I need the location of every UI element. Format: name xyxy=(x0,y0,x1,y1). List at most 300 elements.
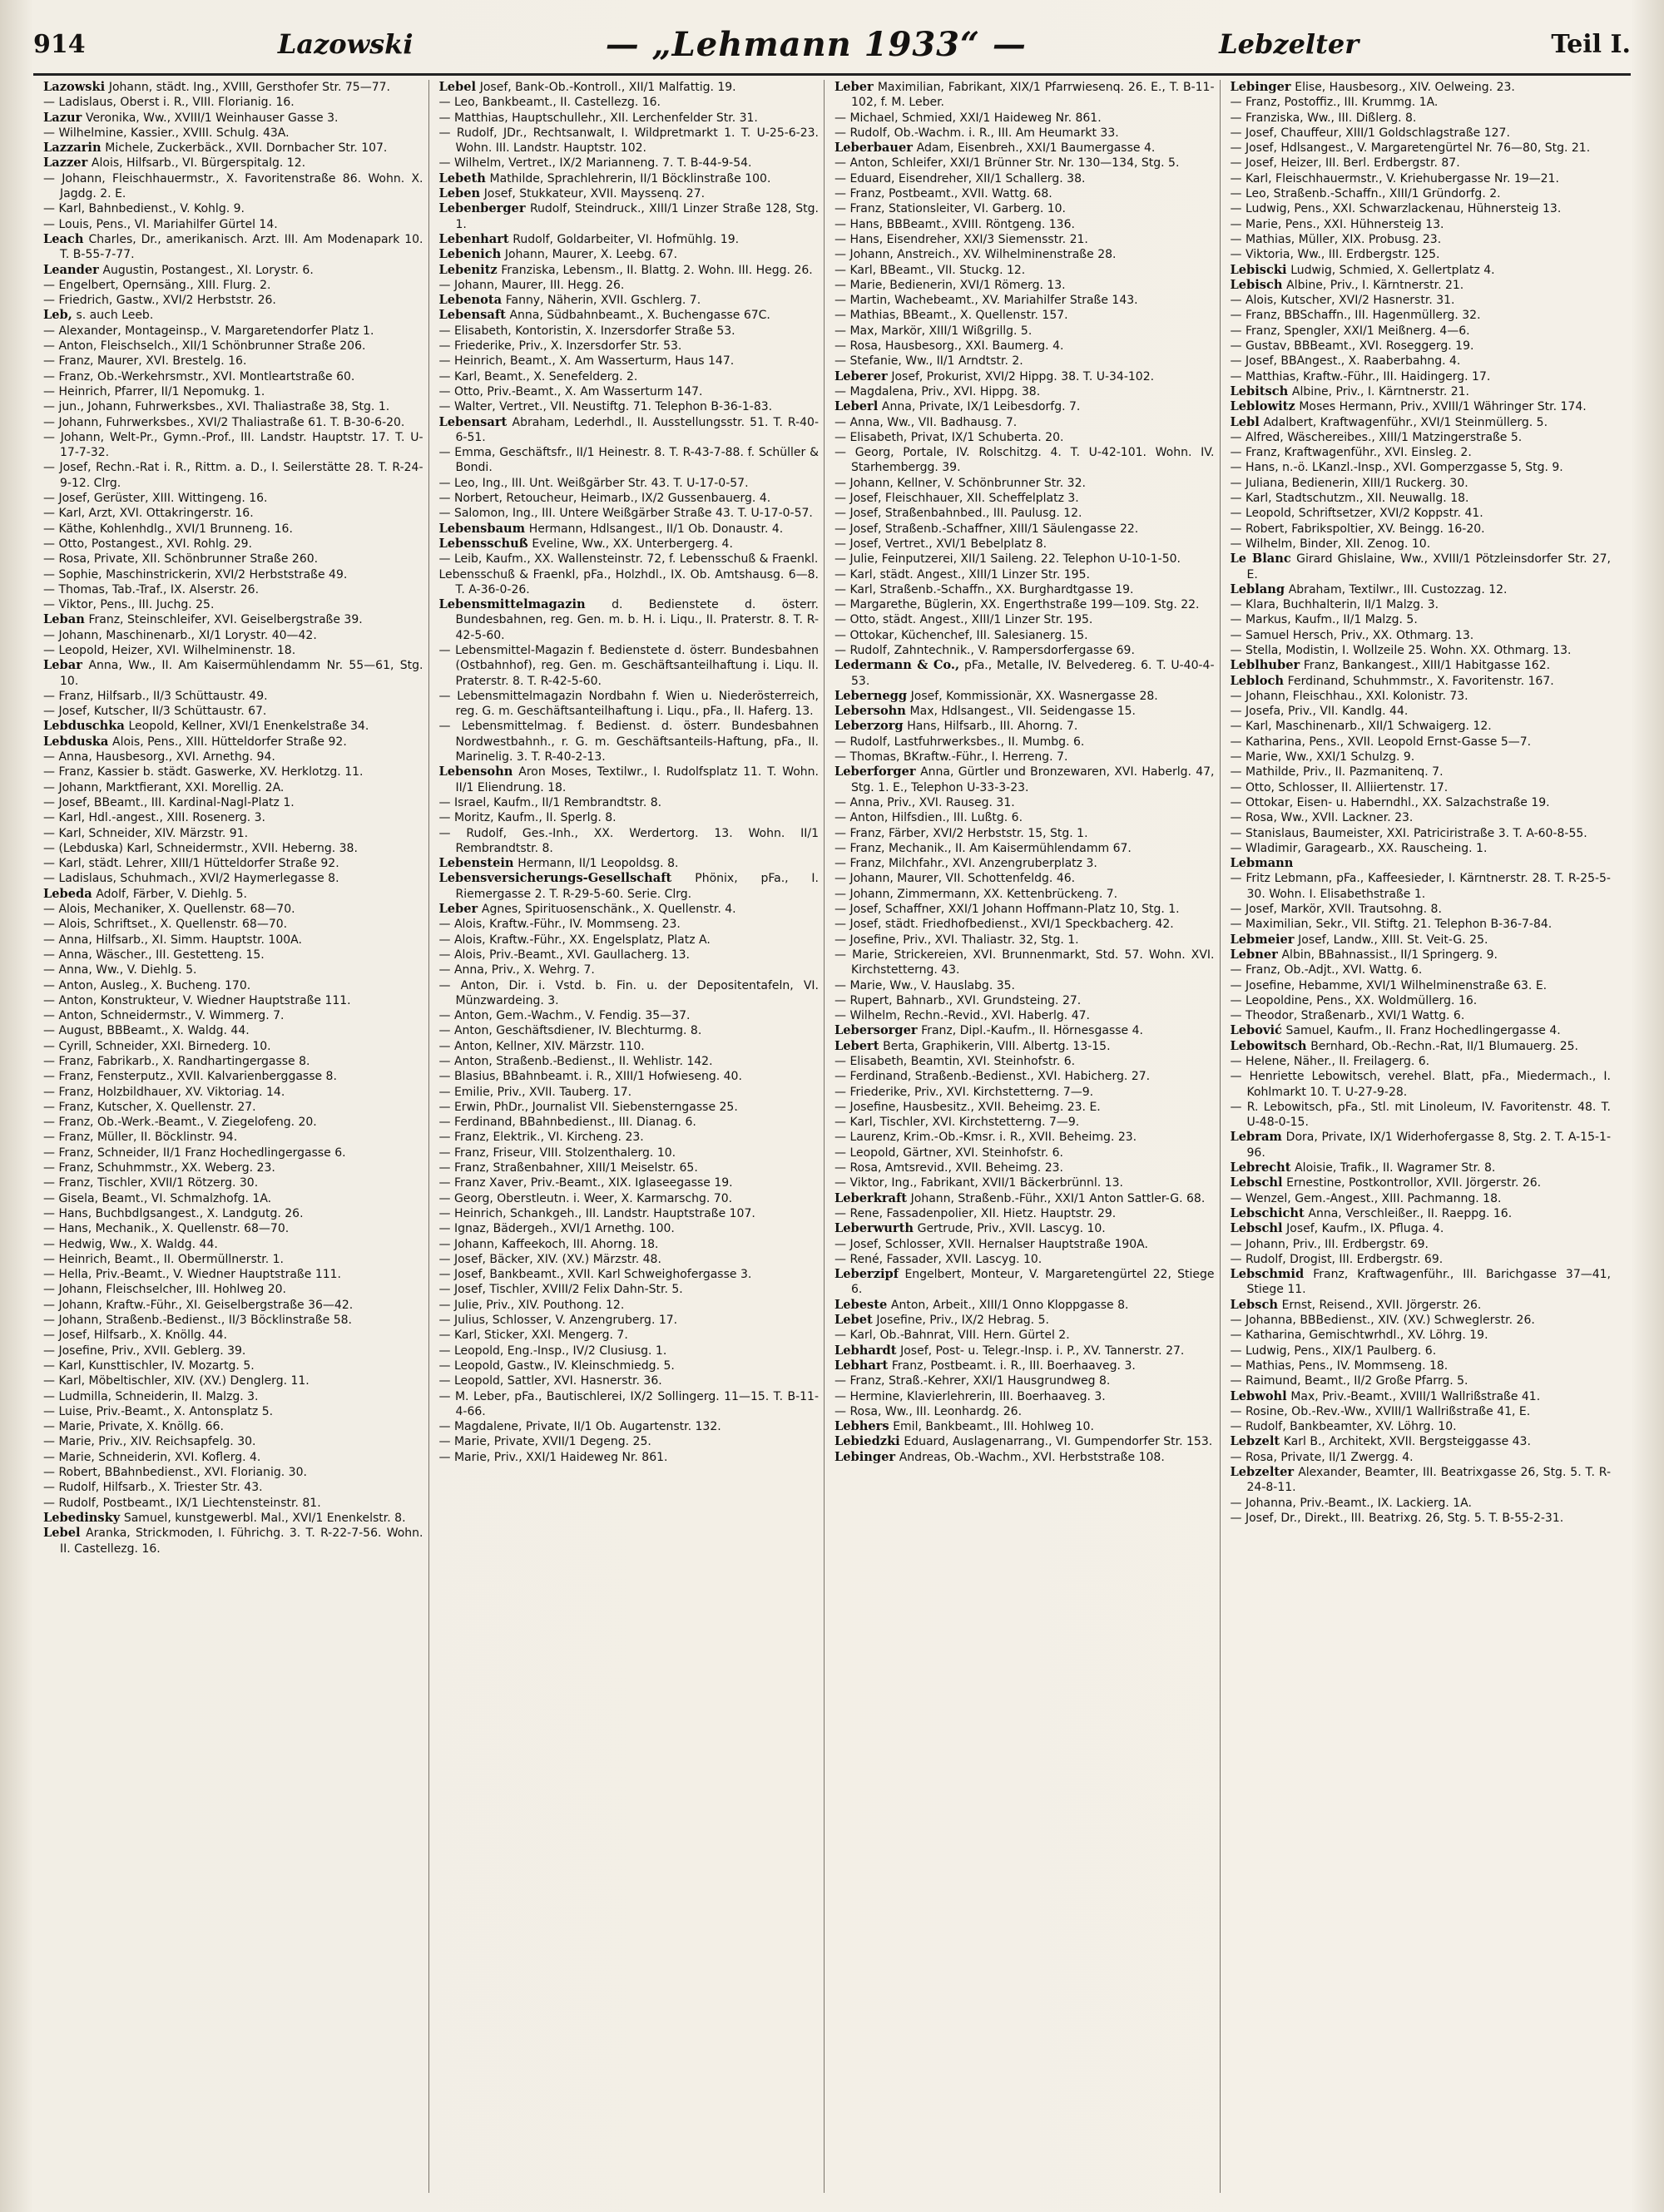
entry-surname: Lebensversicherungs-Gesellschaft xyxy=(438,871,672,886)
entry-details: — Blasius, BBahnbeamt. i. R., XIII/1 Hofwieseng. 40. xyxy=(438,1070,742,1084)
entry-details: — Leib, Kaufm., XX. Wallensteinstr. 72, f. Lebensschuß & Fraenkl. xyxy=(438,552,819,567)
directory-entry xyxy=(43,278,423,293)
entry-details: — Franz, Färber, XVI/2 Herbststr. 15, Stg. 1. xyxy=(834,826,1088,840)
directory-entry xyxy=(834,1373,1215,1388)
entry-details: — Eduard, Eisendreher, XII/1 Schallerg. 38. xyxy=(834,171,1086,186)
entry-details: — Anna, Ww., VII. Badhausg. 7. xyxy=(834,415,1018,429)
entry-details: — Gisela, Beamt., VI. Schmalzhofg. 1A. xyxy=(43,1191,272,1205)
entry-details: Alois, Pens., XIII. Hütteldorfer Straße 92. xyxy=(112,735,347,749)
directory-entry xyxy=(1231,993,1612,1008)
directory-entry xyxy=(43,1419,423,1434)
directory-entry xyxy=(1231,552,1612,582)
entry-details: — Friedrich, Gastw., XVI/2 Herbststr. 26. xyxy=(43,294,276,308)
entry-details: — Josef, städt. Friedhofbedienst., XVI/1 Speckbacherg. 42. xyxy=(834,918,1174,932)
entry-details: — Franz, Postbeamt., XVII. Wattg. 68. xyxy=(834,187,1052,201)
entry-details: Anna, Private, IX/1 Leibesdorfg. 7. xyxy=(881,400,1081,414)
directory-entry xyxy=(43,1115,423,1130)
entry-surname: Lazzer xyxy=(43,156,88,171)
entry-details: Eveline, Ww., XX. Unterbergerg. 4. xyxy=(532,537,733,551)
directory-entry xyxy=(834,1404,1215,1419)
entry-details: — Franz, Müller, II. Böcklinstr. 94. xyxy=(43,1131,238,1145)
directory-entry xyxy=(439,765,820,795)
directory-entry xyxy=(834,186,1215,201)
directory-column xyxy=(834,80,1221,2193)
entry-details: — Mathias, Müller, XIX. Probusg. 23. xyxy=(1230,232,1442,246)
entry-surname: Lebersorger xyxy=(834,1023,918,1038)
entry-details: — Karl, Arzt, XVI. Ottakringerstr. 16. xyxy=(43,507,254,521)
directory-entry xyxy=(43,1389,423,1404)
directory-entry xyxy=(834,597,1215,612)
entry-surname: Leberwurth xyxy=(834,1221,914,1236)
page-header xyxy=(33,15,1631,76)
directory-entry xyxy=(43,537,423,552)
directory-entry xyxy=(1231,415,1612,430)
directory-entry xyxy=(439,506,820,521)
directory-entry xyxy=(1231,841,1612,856)
entry-surname: Lebensschuß xyxy=(438,536,528,551)
entry-details: — Otto, Priv.-Beamt., X. Am Wasserturm 147. xyxy=(438,384,703,398)
directory-entry xyxy=(43,293,423,308)
directory-entry xyxy=(439,1450,820,1465)
directory-entry xyxy=(1231,263,1612,278)
directory-entry xyxy=(43,658,423,689)
entry-surname: Lebschl xyxy=(1230,1221,1283,1236)
directory-entry xyxy=(439,247,820,262)
entry-details: Franz, Bankangest., XIII/1 Habitgasse 162. xyxy=(1303,659,1551,673)
directory-entry xyxy=(834,324,1215,339)
entry-details: — Josef, Bankbeamt., XVII. Karl Schweighofergasse 3. xyxy=(438,1268,752,1282)
entry-details: — Johann, Maurer, III. Hegg. 26. xyxy=(438,278,625,292)
directory-entry xyxy=(439,354,820,369)
entry-details: — Ferdinand, BBahnbedienst., III. Dianag. 6. xyxy=(438,1116,696,1130)
entry-details: — Franz, Kraftwagenführ., XVI. Einsleg. 2. xyxy=(1230,446,1472,460)
directory-entry xyxy=(43,415,423,430)
entry-details: — Rosa, Ww., III. Leonhardg. 26. xyxy=(834,1404,1023,1418)
directory-entry xyxy=(1231,537,1612,552)
directory-entry xyxy=(43,750,423,765)
directory-entry xyxy=(1231,171,1612,186)
entry-details: — Marie, Ww., V. Hauslabg. 35. xyxy=(834,978,1015,992)
entry-details: — Anton, Dir. i. Vstd. b. Fin. u. der Depositentafeln, VI. Münzwardeing. 3. xyxy=(438,978,819,1007)
entry-details: — Leopold, Gastw., IV. Kleinschmiedg. 5. xyxy=(438,1358,675,1373)
directory-entry xyxy=(43,567,423,582)
directory-entry xyxy=(43,1252,423,1267)
entry-details: — Karl, Hdl.-angest., XIII. Rosenerg. 3. xyxy=(43,811,265,825)
entry-details: — Viktor, Ing., Fabrikant, XVII/1 Bäckerbrünnl. 13. xyxy=(834,1176,1123,1190)
directory-entry xyxy=(834,612,1215,627)
entry-surname: Leach xyxy=(43,231,84,246)
directory-entry xyxy=(1231,1373,1612,1388)
directory-entry xyxy=(43,1496,423,1511)
directory-entry xyxy=(834,308,1215,323)
directory-entry xyxy=(439,1358,820,1373)
entry-details: — Franz, Postoffiz., III. Krummg. 1A. xyxy=(1230,96,1439,110)
entry-details: — Franz, Maurer, XVI. Brestelg. 16. xyxy=(43,354,247,369)
directory-entry xyxy=(1231,933,1612,948)
directory-entry xyxy=(439,1282,820,1297)
directory-entry xyxy=(43,1313,423,1328)
entry-details: Adalbert, Kraftwagenführ., XVI/1 Steinmüllerg. 5. xyxy=(1263,415,1548,429)
entry-details: — Katharina, Gemischtwrhdl., XV. Löhrg. 19. xyxy=(1230,1329,1488,1343)
directory-entry xyxy=(834,141,1215,156)
directory-entry xyxy=(43,841,423,856)
entry-details: — Anna, Ww., V. Diehlg. 5. xyxy=(43,963,197,977)
entry-details: — Josef, Chauffeur, XIII/1 Goldschlagstraße 127. xyxy=(1230,126,1510,140)
entry-surname: Leber xyxy=(834,80,874,94)
entry-details: — Julie, Feinputzerei, XII/1 Saileng. 22. Telephon U-10-1-50. xyxy=(834,552,1181,567)
directory-entry xyxy=(439,1206,820,1221)
entry-surname: Lebiedzki xyxy=(834,1434,900,1449)
entry-details: — Ludmilla, Schneiderin, II. Malzg. 3. xyxy=(43,1389,259,1403)
entry-details: — M. Leber, pFa., Bautischlerei, IX/2 Sollingerg. 11—15. T. B-11-4-66. xyxy=(438,1389,819,1418)
entry-details: — Josef, Straßenbahnbed., III. Paulusg. 12. xyxy=(834,507,1082,521)
directory-entry xyxy=(1231,597,1612,612)
directory-entry xyxy=(1231,278,1612,293)
entry-surname: Leberbauer xyxy=(834,141,913,156)
entry-details: — Marie, Private, XVII/1 Degeng. 25. xyxy=(438,1435,651,1449)
directory-entry xyxy=(1231,1191,1612,1206)
directory-entry xyxy=(1231,1039,1612,1054)
directory-entry xyxy=(834,247,1215,262)
directory-entry xyxy=(1231,1130,1612,1160)
directory-entry xyxy=(43,1298,423,1313)
entry-details: — Franz, Kassier b. städt. Gaswerke, XV. Herklotzg. 11. xyxy=(43,765,364,779)
directory-entry xyxy=(1231,1221,1612,1236)
entry-details: — Salomon, Ing., III. Untere Weißgärber Straße 43. T. U-17-0-57. xyxy=(438,507,813,521)
entry-details: Hermann, Hdlsangest., II/1 Ob. Donaustr. 4. xyxy=(528,522,784,536)
directory-entry xyxy=(439,933,820,948)
directory-entry xyxy=(439,339,820,354)
entry-details: — Emma, Geschäftsfr., II/1 Heinestr. 8. T. R-43-7-88. f. Schüller & Bondi. xyxy=(438,446,819,475)
entry-surname: Lebschicht xyxy=(1230,1205,1305,1220)
entry-details: — Karl, Stadtschutzm., XII. Neuwallg. 18. xyxy=(1230,492,1469,506)
entry-details: — Josefine, Priv., XVI. Thaliastr. 32, Stg. 1. xyxy=(834,933,1079,947)
entry-details: — Karl, Beamt., X. Senefelderg. 2. xyxy=(438,369,638,384)
entry-details: — Marie, Bedienerin, XVI/1 Römerg. 13. xyxy=(834,278,1066,292)
directory-entry xyxy=(1231,902,1612,917)
directory-entry xyxy=(43,156,423,171)
directory-entry xyxy=(43,95,423,110)
directory-entry xyxy=(834,902,1215,917)
entry-details: — Leopold, Heizer, XVI. Wilhelminenstr. 18. xyxy=(43,643,296,657)
directory-entry xyxy=(43,1404,423,1419)
entry-details: — Franz, Fabrikarb., X. Randhartingergasse 8. xyxy=(43,1055,310,1068)
entry-details: Josef, Kommissionär, XX. Wasnergasse 28. xyxy=(910,689,1158,703)
entry-details: — Gustav, BBBeamt., XVI. Roseggerg. 19. xyxy=(1230,339,1474,354)
entry-details: — Josef, Tischler, XVIII/2 Felix Dahn-Str. 5. xyxy=(438,1283,683,1297)
entry-details: Aron Moses, Textilwr., I. Rudolfsplatz 11. T. Wohn. II/1 Eliendrung. 18. xyxy=(455,765,819,794)
directory-entry xyxy=(43,399,423,414)
entry-details: — Stanislaus, Baumeister, XXI. Patriciristraße 3. T. A-60-8-55. xyxy=(1230,826,1587,840)
directory-entry xyxy=(834,1115,1215,1130)
entry-details: Samuel, kunstgewerbl. Mal., XVI/1 Enenkelstr. 8. xyxy=(123,1511,406,1525)
entry-details: — Rudolf, Lastfuhrwerksbes., II. Mumbg. 6. xyxy=(834,735,1085,749)
entry-details: Josef, Prokurist, XVI/2 Hippg. 38. T. U-34-102. xyxy=(891,369,1155,384)
entry-details: Karl B., Architekt, XVII. Bergsteiggasse 43. xyxy=(1283,1435,1531,1449)
entry-details: — Anna, Priv., XVI. Rauseg. 31. xyxy=(834,795,1015,809)
directory-entry xyxy=(439,948,820,962)
entry-details: — Alexander, Montageinsp., V. Margaretendorfer Platz 1. xyxy=(43,324,374,338)
entry-details: Elise, Hausbesorg., XIV. Oelweing. 23. xyxy=(1295,81,1515,94)
entry-details: — Max, Markör, XIII/1 Wißgrillg. 5. xyxy=(834,324,1033,338)
entry-details: Eduard, Auslagenarrang., VI. Gumpendorfer Str. 153. xyxy=(904,1435,1213,1449)
directory-entry xyxy=(834,1221,1215,1236)
directory-entry xyxy=(43,1221,423,1236)
entry-details: — Rudolf, Hilfsarb., X. Triester Str. 43. xyxy=(43,1481,263,1495)
section-label: Teil I. xyxy=(1551,29,1631,59)
directory-entry xyxy=(43,735,423,750)
entry-details: — Marie, Private, X. Knöllg. 66. xyxy=(43,1420,224,1434)
directory-entry xyxy=(439,95,820,110)
entry-details: — Josef, Rechn.-Rat i. R., Rittm. a. D., I. Seilerstätte 28. T. R-24-9-12. Clrg. xyxy=(43,461,423,490)
entry-details: — Karl, Möbeltischler, XIV. (XV.) Denglerg. 11. xyxy=(43,1374,310,1388)
entry-surname: Lebensbaum xyxy=(438,521,526,536)
directory-entry xyxy=(834,871,1215,886)
entry-details: — Marie, Schneiderin, XVI. Koflerg. 4. xyxy=(43,1450,261,1464)
entry-details: — Rosine, Ob.-Rev.-Ww., XVIII/1 Wallrißstraße 41, E. xyxy=(1230,1404,1531,1418)
entry-details: — Rene, Fassadenpolier, XII. Hietz. Hauptstr. 29. xyxy=(834,1206,1117,1220)
entry-details: — Anton, Konstrukteur, V. Wiedner Hauptstraße 111. xyxy=(43,993,351,1007)
entry-details: — Norbert, Retoucheur, Heimarb., IX/2 Gussenbauerg. 4. xyxy=(438,492,771,506)
directory-entry xyxy=(1231,780,1612,795)
directory-entry xyxy=(834,491,1215,506)
directory-entry xyxy=(834,567,1215,582)
directory-entry xyxy=(834,993,1215,1008)
entry-surname: Leblhuber xyxy=(1230,658,1300,673)
directory-entry xyxy=(43,704,423,719)
directory-entry xyxy=(43,871,423,886)
directory-entry xyxy=(1231,186,1612,201)
directory-entry xyxy=(43,1511,423,1526)
entry-details: — Karl, Kunsttischler, IV. Mozartg. 5. xyxy=(43,1358,255,1373)
directory-entry xyxy=(43,1039,423,1054)
entry-surname: Lebschl xyxy=(1230,1175,1283,1190)
directory-entry xyxy=(1231,156,1612,171)
entry-details: — Josef, Schlosser, XVII. Hernalser Hauptstraße 190A. xyxy=(834,1237,1148,1251)
entry-surname: Lebenota xyxy=(438,293,503,308)
entry-details: — Rudolf, Zahntechnik., V. Rampersdorfergasse 69. xyxy=(834,643,1135,657)
directory-entry xyxy=(1231,948,1612,962)
directory-entry xyxy=(439,1008,820,1023)
entry-details: — Franz, Schuhmmstr., XX. Weberg. 23. xyxy=(43,1161,275,1175)
entry-details: — Anna, Hausbesorg., XVI. Arnethg. 94. xyxy=(43,750,275,765)
entry-details: — Franz, Elektrik., VI. Kircheng. 23. xyxy=(438,1131,644,1145)
entry-surname: Lebisch xyxy=(1230,277,1283,292)
entry-surname: Lebwohl xyxy=(1230,1388,1287,1403)
entry-details: — Josef, Hilfsarb., X. Knöllg. 44. xyxy=(43,1329,227,1343)
entry-details: Anna, Verschleißer., II. Raeppg. 16. xyxy=(1308,1206,1513,1220)
entry-details: — Franz Xaver, Priv.-Beamt., XIX. Iglaseegasse 19. xyxy=(438,1176,733,1190)
entry-surname: Leberzorg xyxy=(834,719,904,734)
directory-entry xyxy=(834,522,1215,537)
entry-details: — Lebensmittelmag. f. Bedienst. d. österr. Bundesbahnen Nordwestbahnh., r. G. m. Geschäftsanteils-Haftung, pFa., II. Marinelig. 3. T. R-40-2-13. xyxy=(438,720,819,765)
entry-details: — Sophie, Maschinstrickerin, XVI/2 Herbststraße 49. xyxy=(43,567,348,581)
entry-details: — Franz, Spengler, XXI/1 Meißnerg. 4—6. xyxy=(1230,324,1470,338)
entry-details: — Wilhelm, Rechn.-Revid., XVI. Haberlg. 47. xyxy=(834,1009,1090,1023)
directory-entry xyxy=(43,506,423,521)
directory-entry xyxy=(834,1419,1215,1434)
entry-details: — Margarethe, Büglerin, XX. Engerthstraße 199—109. Stg. 22. xyxy=(834,598,1200,612)
directory-entry xyxy=(439,1389,820,1420)
directory-entry xyxy=(439,552,820,567)
directory-entry xyxy=(1231,232,1612,247)
directory-entry xyxy=(439,597,820,643)
entry-details: — Johann, Priv., III. Erdbergstr. 69. xyxy=(1230,1237,1429,1251)
directory-entry xyxy=(439,1419,820,1434)
entry-surname: Lebar xyxy=(43,658,82,673)
directory-entry xyxy=(43,765,423,779)
entry-surname: Lebenhart xyxy=(438,231,509,246)
directory-entry xyxy=(834,430,1215,445)
entry-details: — Rudolf, Drogist, III. Erdbergstr. 69. xyxy=(1230,1252,1444,1266)
entry-details: Anna, Ww., II. Am Kaisermühlendamm Nr. 55—61, Stg. 10. xyxy=(60,659,423,688)
directory-entry xyxy=(834,476,1215,491)
entry-details: — Robert, BBahnbedienst., XVI. Florianig. 30. xyxy=(43,1466,307,1480)
directory-entry xyxy=(43,1358,423,1373)
entry-details: — Johann, Anstreich., XV. Wilhelminenstraße 28. xyxy=(834,248,1117,262)
entry-details: Lebensschuß & Fraenkl, pFa., Holzhdl., IX. Ob. Amtshausg. 6—8. T. A-36-0-26. xyxy=(438,567,819,596)
entry-details: — Marie, Pens., XXI. Hühnersteig 13. xyxy=(1230,217,1444,231)
directory-entry xyxy=(1231,308,1612,323)
entry-details: pFa., Metalle, IV. Belvedereg. 6. T. U-40-4-53. xyxy=(851,659,1215,688)
directory-entry xyxy=(1231,826,1612,841)
directory-entry xyxy=(1231,1328,1612,1343)
entry-surname: Leberzipf xyxy=(834,1267,899,1282)
entry-details: — Ladislaus, Schuhmach., XVI/2 Haymerlegasse 8. xyxy=(43,872,339,886)
entry-details: — Mathias, Pens., IV. Mommseng. 18. xyxy=(1230,1358,1449,1373)
entry-details: — Johann, Fuhrwerksbes., XVI/2 Thaliastraße 61. T. B-30-6-20. xyxy=(43,415,405,429)
entry-details: — Karl, Tischler, XVI. Kirchstetterng. 7—9. xyxy=(834,1116,1080,1130)
entry-details: — Johann, Maschinenarb., XI/1 Lorystr. 40—42. xyxy=(43,628,317,642)
entry-details: — Marie, Strickereien, XVI. Brunnenmarkt, Std. 57. Wohn. XVI. Kirchstetterng. 43. xyxy=(834,948,1215,977)
directory-entry xyxy=(439,1100,820,1115)
entry-details: Hermann, II/1 Leopoldsg. 8. xyxy=(518,857,679,871)
directory-entry xyxy=(439,201,820,232)
entry-details: — Wenzel, Gem.-Angest., XIII. Pachmanng. 18. xyxy=(1230,1191,1502,1205)
entry-details: — Marie, Priv., XIV. Reichsapfelg. 30. xyxy=(43,1435,256,1449)
entry-details: — Anton, Fleischselch., XII/1 Schönbrunner Straße 206. xyxy=(43,339,366,354)
directory-entry xyxy=(1231,293,1612,308)
directory-entry xyxy=(439,1115,820,1130)
entry-details: — Rudolf, JDr., Rechtsanwalt, I. Wildpretmarkt 1. T. U-25-6-23. Wohn. III. Landstr. Hauptstr. 102. xyxy=(438,126,819,156)
directory-entry xyxy=(1231,1160,1612,1175)
entry-details: Phönix, pFa., I. Riemergasse 2. T. R-29-5-60. Serie. Clrg. xyxy=(455,872,819,901)
directory-entry xyxy=(1231,339,1612,354)
entry-surname: Lebinger xyxy=(1230,80,1291,94)
entry-details: — Hans, n.-ö. LKanzl.-Insp., XVI. Gomperzgasse 5, Stg. 9. xyxy=(1230,461,1563,475)
entry-surname: Leben xyxy=(438,186,481,201)
entry-details: — Karl, Schneider, XIV. Märzstr. 91. xyxy=(43,826,249,840)
directory-entry xyxy=(439,719,820,765)
directory-entry xyxy=(43,1344,423,1358)
directory-entry xyxy=(43,1100,423,1115)
directory-entry xyxy=(439,232,820,247)
directory-entry xyxy=(43,795,423,810)
directory-entry xyxy=(1231,765,1612,779)
entry-details: Andreas, Ob.-Wachm., XVI. Herbststraße 108. xyxy=(899,1450,1165,1464)
directory-entry xyxy=(439,278,820,293)
directory-entry xyxy=(834,887,1215,902)
entry-details: — Ferdinand, Straßenb.-Bedienst., XVI. Habicherg. 27. xyxy=(834,1070,1151,1084)
directory-entry xyxy=(439,384,820,399)
directory-entry xyxy=(43,1465,423,1480)
entry-details: — Johann, Maurer, VII. Schottenfeldg. 46. xyxy=(834,872,1076,886)
entry-details: — Marie, Ww., XXI/1 Schulzg. 9. xyxy=(1230,750,1415,765)
directory-entry xyxy=(43,1008,423,1023)
entry-details: Aranka, Strickmoden, I. Führichg. 3. T. R-22-7-56. Wohn. II. Castellezg. 16. xyxy=(60,1527,423,1556)
directory-entry xyxy=(439,156,820,171)
directory-entry xyxy=(439,810,820,825)
entry-details: — Hans, Buchbdlgsangest., X. Landgutg. 26. xyxy=(43,1206,304,1220)
entry-details: Ernestine, Postkontrollor, XVII. Jörgerstr. 26. xyxy=(1286,1176,1542,1190)
entry-surname: Lebloch xyxy=(1230,673,1285,688)
entry-details: — Franz, Straß.-Kehrer, XXI/1 Hausgrundweg 8. xyxy=(834,1374,1111,1388)
entry-surname: Lebzelter xyxy=(1230,1465,1295,1480)
directory-entry xyxy=(439,1313,820,1328)
entry-details: Johann, städt. Ing., XVIII, Gersthofer Str. 75—77. xyxy=(108,81,390,94)
entry-details: — Alois, Mechaniker, X. Quellenstr. 68—70. xyxy=(43,903,295,917)
entry-surname: Lebensohn xyxy=(438,765,513,779)
entry-details: — Josef, Heizer, III. Berl. Erdbergstr. 87. xyxy=(1230,156,1460,171)
directory-entry xyxy=(834,201,1215,216)
directory-entry xyxy=(834,658,1215,689)
directory-entry xyxy=(43,552,423,567)
directory-entry xyxy=(1231,399,1612,414)
entry-details: — Johann, Straßenb.-Bedienst., II/3 Böcklinstraße 58. xyxy=(43,1314,352,1328)
directory-entry xyxy=(439,476,820,491)
directory-entry xyxy=(834,354,1215,369)
entry-surname: Lebenberger xyxy=(438,201,526,216)
directory-entry xyxy=(43,1175,423,1190)
entry-details: — Franz, Kutscher, X. Quellenstr. 27. xyxy=(43,1100,256,1114)
entry-details: — Heinrich, Beamt., X. Am Wasserturm, Haus 147. xyxy=(438,354,735,369)
entry-details: — Helene, Näher., II. Freilagerg. 6. xyxy=(1230,1055,1430,1068)
directory-entry xyxy=(834,126,1215,141)
entry-details: — Engelbert, Opernsäng., XIII. Flurg. 2. xyxy=(43,278,271,292)
entry-surname: Leberl xyxy=(834,399,879,414)
entry-details: — Heinrich, Schankgeh., III. Landstr. Hauptstraße 107. xyxy=(438,1206,755,1220)
entry-details: — Anna, Wäscher., III. Gestetteng. 15. xyxy=(43,948,265,962)
directory-entry xyxy=(439,1434,820,1449)
entry-details: — Franz, Straßenbahner, XIII/1 Meiselstr. 65. xyxy=(438,1161,698,1175)
entry-details: — Josef, Fleischhauer, XII. Scheffelplatz 3. xyxy=(834,492,1079,506)
directory-entry xyxy=(439,1069,820,1084)
entry-details: Ludwig, Schmied, X. Gellertplatz 4. xyxy=(1290,263,1495,277)
directory-entry xyxy=(834,1054,1215,1069)
directory-entry xyxy=(834,795,1215,810)
entry-details: — Robert, Fabrikspoltier, XV. Beingg. 16-20. xyxy=(1230,522,1485,536)
entry-surname: Ledermann & Co., xyxy=(834,658,960,673)
entry-details: Fanny, Näherin, XVII. Gschlerg. 7. xyxy=(505,294,701,308)
directory-entry xyxy=(43,1206,423,1221)
entry-details: Adam, Eisenbreh., XXI/1 Baumergasse 4. xyxy=(916,141,1156,156)
directory-column xyxy=(439,80,825,2193)
entry-details: — Wilhelm, Vertret., IX/2 Marianneng. 7. T. B-44-9-54. xyxy=(438,156,752,171)
directory-entry xyxy=(1231,1206,1612,1221)
entry-details: — Henriette Lebowitsch, verehel. Blatt, pFa., Miedermach., I. Kohlmarkt 10. T. U-27-9-28. xyxy=(1230,1070,1611,1099)
directory-entry xyxy=(1231,1358,1612,1373)
entry-details: — Wladimir, Garagearb., XX. Rauscheing. 1. xyxy=(1230,841,1488,855)
directory-entry xyxy=(1231,1344,1612,1358)
directory-entry xyxy=(439,962,820,977)
directory-entry xyxy=(834,719,1215,734)
entry-surname: Lebowitsch xyxy=(1230,1038,1307,1053)
entry-surname: Leber xyxy=(438,902,478,917)
directory-entry xyxy=(43,643,423,658)
entry-details: — Matthias, Kraftw.-Führ., III. Haidingerg. 17. xyxy=(1230,369,1491,384)
entry-details: Josef, Post- u. Telegr.-Insp. i. P., XV. Tannerstr. 27. xyxy=(900,1344,1185,1358)
directory-entry xyxy=(1231,522,1612,537)
